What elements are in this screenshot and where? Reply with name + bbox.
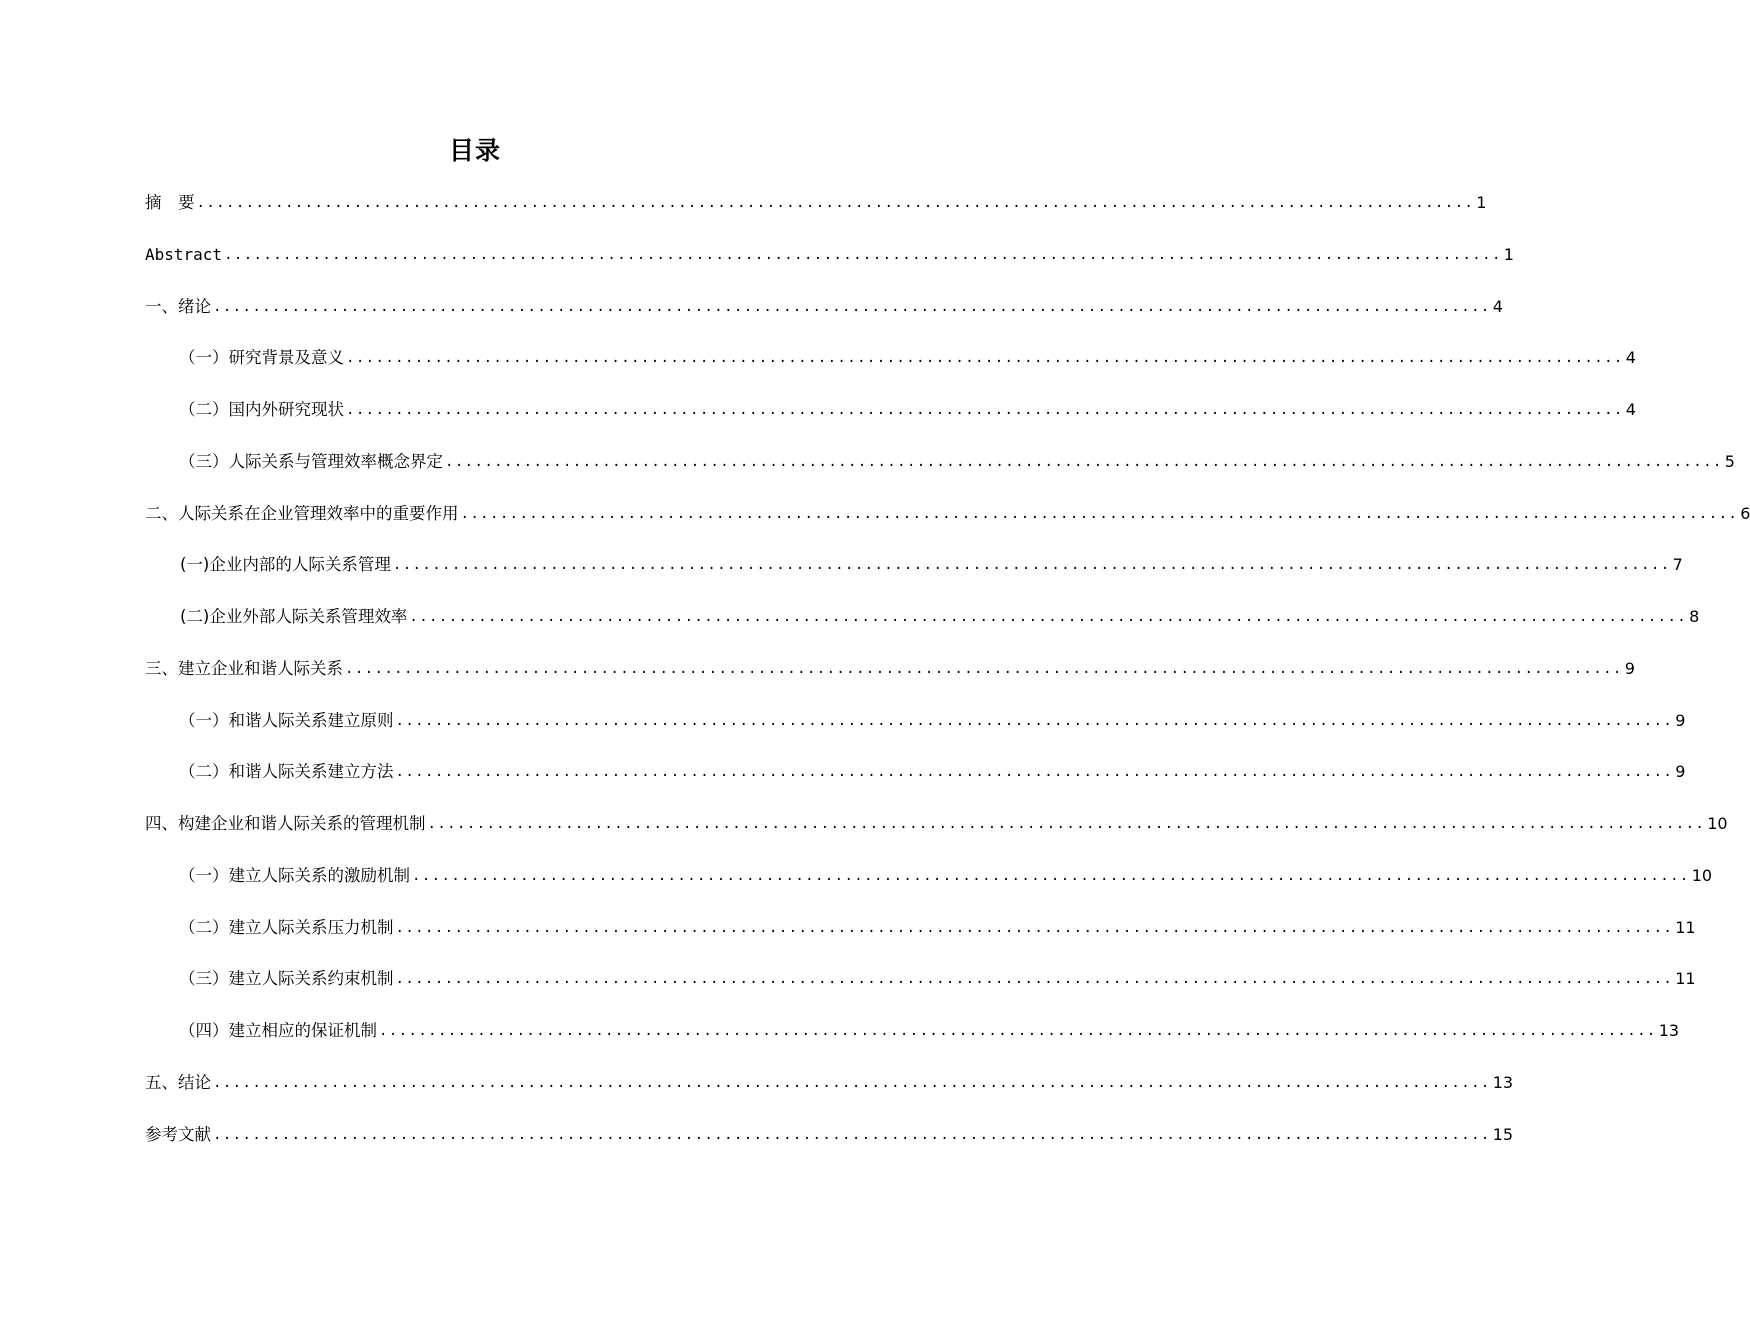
toc-entry[interactable] bbox=[0, 858, 1713, 910]
toc-page-number: 11 bbox=[1675, 917, 1696, 937]
toc-entry[interactable] bbox=[0, 1117, 1514, 1169]
toc-page-number: 9 bbox=[1675, 762, 1686, 782]
toc-entry[interactable] bbox=[0, 444, 1735, 496]
toc-dot-leader: .................................................................................................................................. bbox=[392, 557, 1671, 574]
toc-entry-title: （一）建立人际关系的激励机制 bbox=[179, 865, 410, 885]
toc-page-number: 1 bbox=[1476, 193, 1487, 212]
toc-list bbox=[0, 185, 1750, 1168]
toc-dot-leader: .................................................................................................................................. bbox=[460, 505, 1739, 522]
toc-page-number: 6 bbox=[1740, 503, 1750, 523]
toc-entry[interactable] bbox=[0, 496, 1750, 548]
toc-dot-leader: .................................................................................................................................. bbox=[395, 919, 1674, 936]
toc-dot-leader: .................................................................................................................................. bbox=[395, 712, 1674, 729]
toc-entry-title: 参考文献 bbox=[145, 1124, 211, 1144]
toc-page-number: 7 bbox=[1672, 555, 1683, 575]
toc-entry-title: (一)企业内部的人际关系管理 bbox=[180, 555, 391, 575]
toc-dot-leader: .................................................................................................................................. bbox=[412, 867, 1690, 884]
toc-dot-leader: .................................................................................................................................. bbox=[395, 764, 1674, 781]
toc-dot-leader: .................................................................................................................................. bbox=[409, 609, 1688, 625]
toc-dot-leader: .................................................................................................................................. bbox=[213, 298, 1491, 315]
toc-dot-leader: .................................................................................................................................. bbox=[213, 1126, 1491, 1143]
toc-page-number: 15 bbox=[1492, 1124, 1514, 1144]
toc-page-number: 4 bbox=[1492, 296, 1503, 316]
toc-entry-title: Abstract bbox=[145, 244, 223, 264]
toc-page-number: 13 bbox=[1658, 1021, 1680, 1040]
toc-entry-title: 四、构建企业和谐人际关系的管理机制 bbox=[145, 814, 426, 833]
toc-entry-title: （二）和谐人际关系建立方法 bbox=[179, 762, 394, 782]
toc-page-number: 4 bbox=[1625, 400, 1636, 419]
toc-heading: 目录 bbox=[448, 136, 501, 165]
toc-page-number: 9 bbox=[1624, 658, 1635, 678]
toc-entry[interactable] bbox=[0, 340, 1636, 392]
toc-dot-leader: .................................................................................................................................. bbox=[445, 453, 1723, 470]
toc-entry-title: （三）建立人际关系约束机制 bbox=[179, 969, 394, 989]
toc-entry-title: (二)企业外部人际关系管理效率 bbox=[180, 607, 408, 626]
toc-entry-title: 一、绪论 bbox=[145, 296, 211, 316]
toc-page-number: 9 bbox=[1675, 710, 1686, 730]
toc-entry-title: 摘 要 bbox=[145, 193, 195, 212]
toc-page-number: 10 bbox=[1691, 865, 1713, 885]
toc-dot-leader: .................................................................................................................................. bbox=[224, 246, 1502, 263]
toc-entry[interactable] bbox=[0, 547, 1683, 599]
toc-page-number: 4 bbox=[1625, 348, 1636, 368]
toc-dot-leader: .................................................................................................................................. bbox=[346, 350, 1624, 367]
toc-dot-leader: .................................................................................................................................. bbox=[395, 971, 1674, 988]
toc-page-number: 11 bbox=[1675, 969, 1696, 989]
toc-entry[interactable] bbox=[0, 754, 1686, 806]
toc-entry[interactable] bbox=[0, 703, 1686, 755]
toc-page-number: 1 bbox=[1503, 244, 1514, 264]
toc-entry-title: （二）建立人际关系压力机制 bbox=[179, 917, 394, 937]
toc-entry-title: （一）研究背景及意义 bbox=[179, 348, 344, 368]
toc-entry-title: 二、人际关系在企业管理效率中的重要作用 bbox=[145, 503, 459, 523]
toc-entry[interactable] bbox=[0, 392, 1636, 444]
toc-entry-title: 三、建立企业和谐人际关系 bbox=[145, 658, 343, 678]
toc-dot-leader: .................................................................................................................................. bbox=[379, 1023, 1657, 1039]
toc-page-number: 10 bbox=[1707, 814, 1728, 833]
toc-entry[interactable] bbox=[0, 237, 1514, 289]
toc-dot-leader: .................................................................................................................................. bbox=[346, 402, 1624, 418]
toc-page-number: 13 bbox=[1492, 1072, 1514, 1092]
toc-page-number: 8 bbox=[1689, 607, 1700, 626]
toc-entry[interactable] bbox=[0, 1065, 1514, 1117]
toc-entry[interactable] bbox=[0, 1013, 1680, 1065]
toc-entry[interactable] bbox=[0, 289, 1503, 341]
toc-entry[interactable] bbox=[0, 910, 1696, 962]
toc-entry[interactable] bbox=[0, 599, 1700, 651]
toc-dot-leader: .................................................................................................................................. bbox=[345, 660, 1623, 677]
toc-page-number: 5 bbox=[1724, 451, 1735, 471]
toc-entry-title: （一）和谐人际关系建立原则 bbox=[179, 710, 394, 730]
toc-dot-leader: .................................................................................................................................. bbox=[213, 1074, 1491, 1091]
toc-entry-title: （四）建立相应的保证机制 bbox=[179, 1021, 377, 1040]
toc-entry-title: 五、结论 bbox=[145, 1072, 211, 1092]
toc-entry-title: （三）人际关系与管理效率概念界定 bbox=[179, 451, 443, 471]
toc-entry-title: （二）国内外研究现状 bbox=[179, 400, 344, 419]
toc-dot-leader: .................................................................................................................................. bbox=[427, 816, 1706, 832]
toc-entry[interactable] bbox=[0, 185, 1487, 237]
toc-entry[interactable] bbox=[0, 961, 1696, 1013]
toc-entry[interactable] bbox=[0, 651, 1635, 703]
toc-dot-leader: .................................................................................................................................. bbox=[196, 195, 1475, 211]
toc-entry[interactable] bbox=[0, 806, 1728, 858]
